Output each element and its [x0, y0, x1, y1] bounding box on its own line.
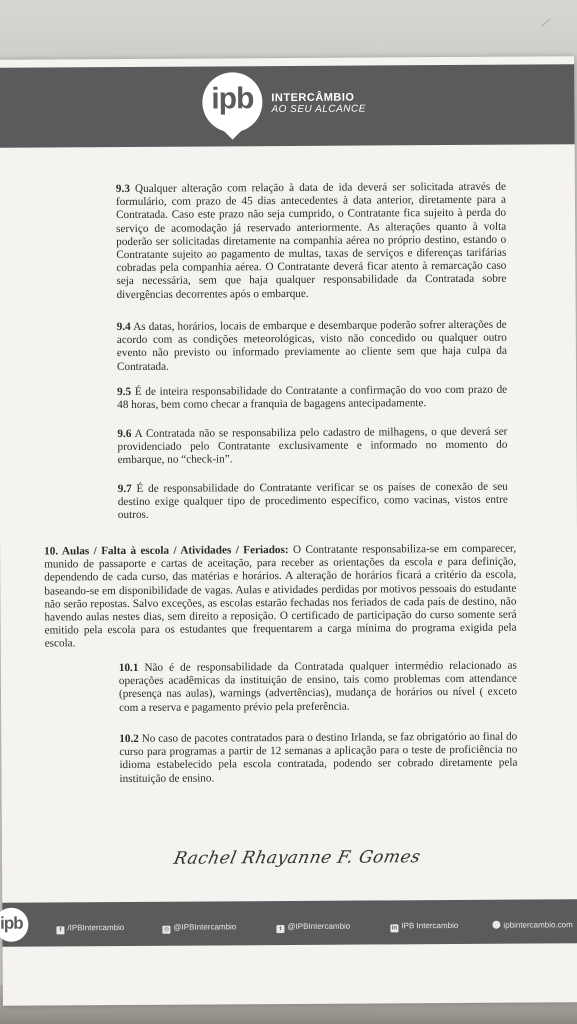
clause-text: Qualquer alteração com relação à data de ida deverá ser solicitada através de formulário, com prazo de 45 dias antecedentes à data anterior, diretamente para a Contratada. Caso este prazo não seja cumprido, o Contratante fica sujeito à perda do serviço de acomodação já reservado anteriormente. As alterações quanto à volta poderão ser solicitadas diretamente na companhia aérea no próprio destino, estando o Contratante sujeito ao pagamento de multas, taxas de serviços e diferenças tarifárias cobradas pela companhia aérea. O Contratante deverá ficar atento à remarcação caso seja necessária, sem que haja qualquer responsabilidade da Contratada sobre divergências decorrentes após o embarque.	[115, 180, 507, 301]
website-url: ipbintercambio.com	[503, 920, 573, 930]
twitter-link[interactable]	[276, 922, 350, 933]
clause-10	[44, 543, 517, 652]
website-link[interactable]	[492, 920, 572, 929]
clause-number: 9.3	[115, 182, 130, 196]
facebook-handle: /IPBIntercambio	[67, 923, 125, 933]
instagram-icon: ◎	[163, 926, 170, 933]
facebook-icon: f	[56, 926, 64, 934]
twitter-icon: t	[276, 925, 284, 933]
tagline-line-2: AO SEU ALCANCE	[271, 103, 366, 116]
tagline-line-1: INTERCÂMBIO	[271, 91, 355, 105]
clause-number: 10.2	[119, 732, 139, 746]
clause-text: É de inteira responsabilidade do Contratante a confirmação do voo com prazo de 48 horas, bem como checar a franquia de bagagens antecipadamente.	[117, 383, 508, 412]
clause-number: 9.5	[117, 385, 132, 399]
clause-9-4	[117, 319, 507, 374]
clause-number: 9.6	[117, 427, 132, 441]
linkedin-icon: in	[391, 925, 398, 932]
clause-text: As datas, horários, locais de embarque e desembarque poderão sofrer alterações de acordo com as condições meteorológicas, visto não concedido ou qualquer outro evento não previsto ou informado previamente ao cliente sem que haja culpa da Contratada.	[116, 318, 507, 373]
header-tagline	[271, 92, 366, 117]
clause-text: É de responsabilidade do Contratante verificar se os países de conexão de seu destino exige qualquer tipo de procedimento específico, como vacinas, vistos entre outros.	[117, 480, 508, 522]
instagram-link[interactable]	[162, 922, 236, 933]
instagram-handle: @IPBIntercambio	[173, 922, 237, 932]
photo-background-top	[0, 0, 577, 62]
clause-9-6	[117, 426, 507, 468]
globe-icon	[492, 921, 500, 929]
clause-9-3	[116, 181, 507, 302]
logo-text: ipb	[211, 82, 254, 116]
clause-number: 9.7	[117, 482, 132, 496]
facebook-link[interactable]	[56, 923, 124, 934]
clause-heading: 10. Aulas / Falta à escola / Atividades / Feriados:	[44, 543, 289, 558]
clause-number: 10.1	[118, 661, 139, 675]
clause-text: O Contratante responsabiliza-se em comparecer, munido de passaporte e cartas de aceitação, para receber as orientações da escola e para definição, dependendo de cada curso, das matérias e horários. A alteração de horários ficará a critério da escola, baseando-se em disponibilidade de vagas. Aulas e atividades perdidas por motivos pessoais do estudante não serão repostas. Salvo exceções, as escolas estarão fechadas nos feriados de cada país de destino, não havendo aulas nestes dias, sem direito a reposição. O certificado de participação do curso somente será emitido pela escola para os estudantes que frequentarem a carga mínima do programa exigida pela escola.	[44, 542, 517, 650]
clause-10-1	[119, 660, 517, 715]
linkedin-handle: IPB Intercambio	[401, 920, 459, 931]
clause-10-2	[119, 731, 517, 786]
clause-number: 9.4	[116, 320, 131, 334]
footer-logo-text: ipb	[0, 913, 23, 933]
clause-9-5	[117, 384, 507, 413]
clause-text: Não é de responsabilidade da Contratada qualquer intermédio relacionado as operações acadêmicas da instituição de ensino, tais como problemas com attendance (presença nas aulas), warnings (advertências), mudança de horários ou nível ( exceto com a reserva e pagamento prévio pela preferência.	[118, 659, 518, 714]
clause-text: A Contratada não se responsabiliza pelo cadastro de milhagens, o que deverá ser providenciado pelo Contratante exclusivamente e informado no momento do embarque, no “check-in”.	[117, 425, 508, 467]
twitter-handle: @IPBIntercambio	[287, 921, 351, 932]
handwritten-signature: Rachel Rhayanne F. Gomes	[171, 847, 423, 869]
clause-9-7	[118, 481, 508, 523]
document-page	[0, 56, 577, 1006]
clause-text: No caso de pacotes contratados para o destino Irlanda, se faz obrigatório ao final do curso para programas a partir de 12 semanas a aplicação para o teste de proficiência no idioma estabelecido pela escola contratada, podendo ser cobrado diretamente pela instituição de ensino.	[119, 730, 518, 785]
linkedin-link[interactable]	[390, 921, 458, 932]
